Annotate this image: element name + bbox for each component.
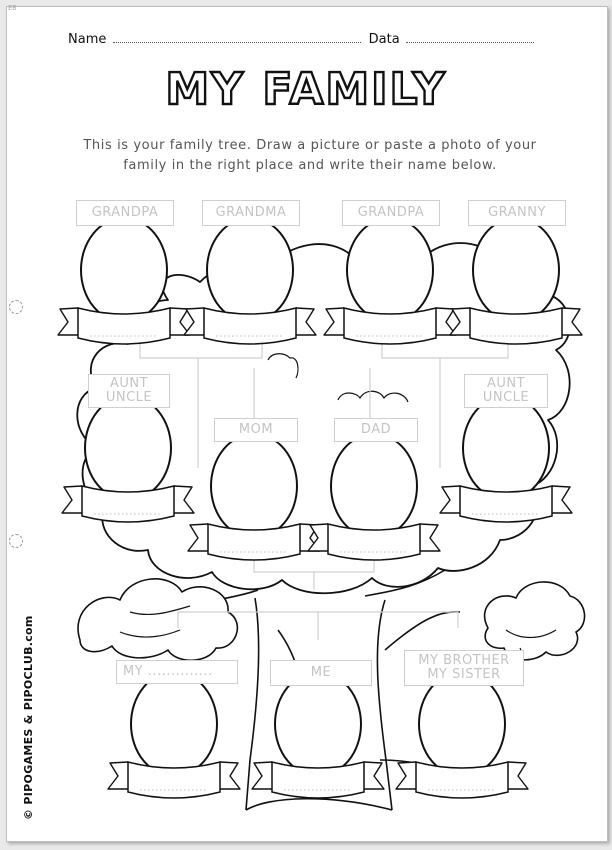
photo-frames <box>58 218 582 798</box>
frame-grandma[interactable] <box>184 218 316 344</box>
label-granny: GRANNY <box>468 200 566 226</box>
label-me: ME <box>270 660 372 686</box>
frame-grandpa[interactable] <box>58 218 190 344</box>
label-grandpa2: GRANDPA <box>342 200 440 226</box>
frame-mom[interactable] <box>188 434 320 560</box>
label-grandpa: GRANDPA <box>76 200 174 226</box>
corner-mark: EB <box>8 4 17 12</box>
label-my: MY .............. <box>116 660 238 684</box>
name-label: Name <box>68 32 107 47</box>
instructions: This is your family tree. Draw a picture or paste a photo of your family in the right place and write their name below. <box>83 138 537 173</box>
label-grandma: GRANDMA <box>202 200 300 226</box>
frame-grandpa2[interactable] <box>324 218 456 344</box>
label-aunt-uncle-right: AUNT UNCLE <box>464 374 548 408</box>
copyright-credit: © PIPOGAMES & PIPOCLUB.com <box>22 615 35 820</box>
label-dad: DAD <box>334 418 418 442</box>
frame-aunt-uncle-left[interactable] <box>62 396 194 522</box>
left-bush <box>78 579 237 660</box>
label-aunt-uncle-left: AUNT UNCLE <box>88 374 170 408</box>
frame-aunt-uncle-right[interactable] <box>440 396 572 522</box>
frame-granny[interactable] <box>450 218 582 344</box>
frame-dad[interactable] <box>308 434 440 560</box>
label-sibling: MY BROTHER MY SISTER <box>404 650 524 686</box>
frame-sibling[interactable] <box>396 672 528 798</box>
label-mom: MOM <box>214 418 298 442</box>
frame-my[interactable] <box>108 672 240 798</box>
right-bush <box>485 582 585 660</box>
date-label: Data <box>368 32 400 47</box>
frame-me[interactable] <box>252 672 384 798</box>
page-title: MY FAMILY <box>165 64 447 115</box>
